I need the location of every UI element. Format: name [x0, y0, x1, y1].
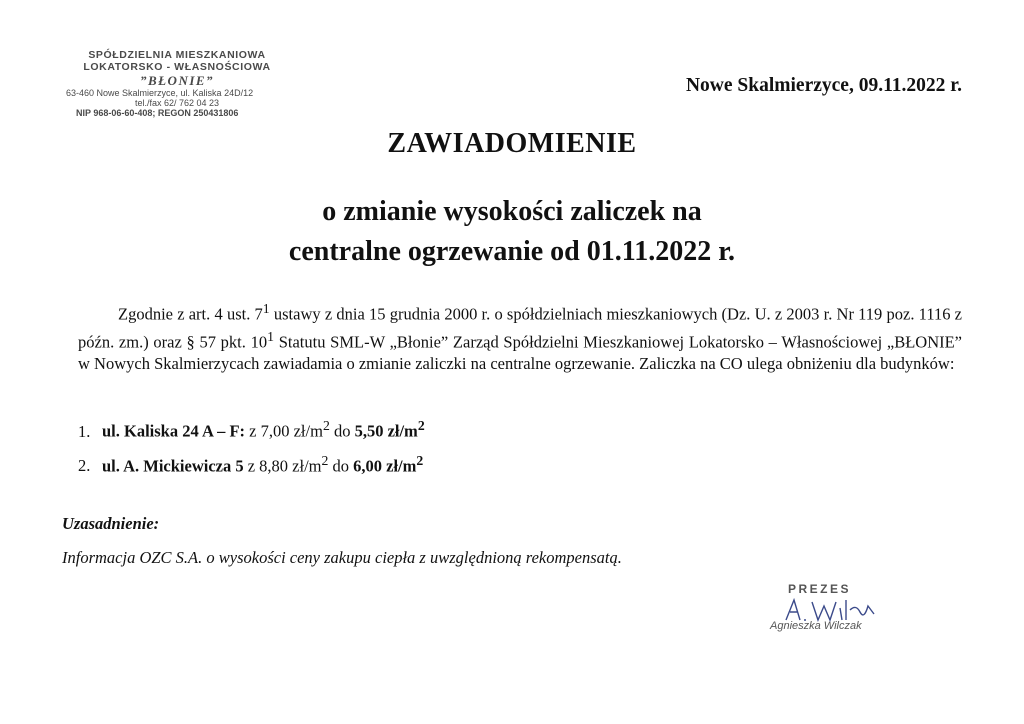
new-rate-exponent: 2 — [417, 418, 425, 433]
justification-heading: Uzasadnienie: — [62, 514, 160, 533]
notice-body — [78, 298, 962, 375]
old-rate-exponent: 2 — [322, 418, 330, 433]
old-rate: z 7,00 zł/m — [245, 421, 323, 441]
stamp-tel: tel./fax 62/ 762 04 23 — [134, 98, 220, 109]
new-rate: 6,00 zł/m — [353, 456, 417, 475]
body-part-2: ustawy z dnia 15 grudnia 2000 r. o spółdzielniach mieszkaniowych (Dz. U. z 2003 r. Nr 119 poz. 1116 z późn. zm.) oraz § 57 pkt. 10 — [78, 304, 962, 351]
old-rate-exponent: 2 — [321, 452, 329, 468]
body-part-1: Zgodnie z art. 4 ust. 7 — [118, 304, 263, 324]
stamp-address: 63-460 Nowe Skalmierzyce, ul. Kaliska 24D/12 — [66, 88, 254, 99]
stamp-line-2: LOKATORSKO - WŁASNOŚCIOWA — [83, 60, 271, 73]
body-part-3: Statutu SML-W „Błonie” Zarząd Spółdzielni Mieszkaniowej Lokatorsko – Własnościowej „BŁONIE” w Nowych Skalmierzycach zawiadamia o zmianie zaliczki na centralne ogrzewanie. Zaliczka na CO ulega obniżeniu dla budynków: — [78, 332, 963, 373]
cooperative-stamp — [62, 50, 292, 118]
building-address: ul. Kaliska 24 A – F: — [102, 421, 246, 441]
building-address: ul. A. Mickiewicza 5 — [102, 456, 244, 475]
subtitle-line-1: o zmianie wysokości zaliczek na — [322, 196, 702, 227]
item-number: 2. — [78, 456, 91, 475]
document-subtitle — [0, 192, 1024, 272]
place-and-date: Nowe Skalmierzyce, 09.11.2022 r. — [685, 75, 962, 96]
list-item — [78, 418, 425, 442]
subtitle-line-2: centralne ogrzewanie od 01.11.2022 r. — [288, 236, 736, 267]
superscript-2: 1 — [267, 328, 274, 344]
buildings-list — [78, 418, 425, 487]
notice-paragraph — [78, 298, 962, 375]
item-number: 1. — [78, 421, 91, 441]
signatory-role: PREZES — [788, 582, 852, 596]
old-rate: z 8,80 zł/m — [243, 456, 322, 475]
new-rate: 5,50 zł/m — [354, 421, 418, 441]
new-rate-exponent: 2 — [416, 452, 424, 468]
stamp-line-1: SPÓŁDZIELNIA MIESZKANIOWA — [88, 49, 266, 61]
list-item — [78, 453, 425, 477]
justification-text: Informacja OZC S.A. o wysokości ceny zakupu ciepła z uwzględnioną rekompensatą. — [62, 548, 622, 567]
document-title: ZAWIADOMIENIE — [387, 128, 637, 159]
superscript-1: 1 — [262, 301, 270, 316]
rate-connector: do — [329, 421, 355, 441]
signatory-name: Agnieszka Wilczak — [770, 620, 862, 632]
stamp-name: ”BŁONIE” — [139, 72, 215, 88]
stamp-nip: NIP 968-06-60-408; REGON 250431806 — [76, 108, 239, 119]
rate-connector: do — [328, 456, 354, 475]
signature-block — [770, 582, 890, 642]
